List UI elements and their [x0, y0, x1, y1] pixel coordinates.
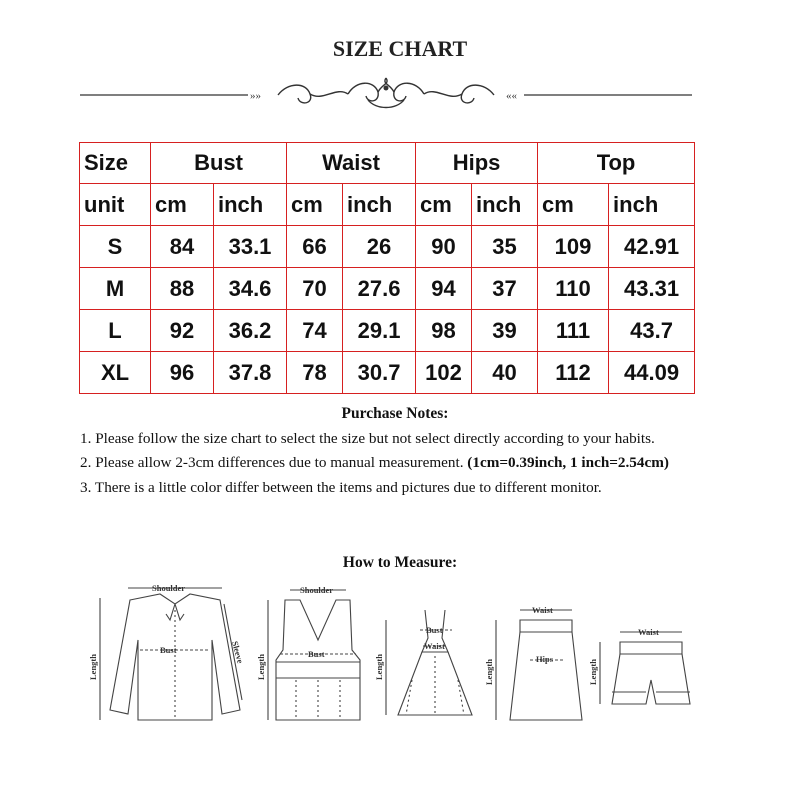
- value-cell: 27.6: [343, 268, 416, 310]
- measurement-illustrations: [90, 580, 730, 740]
- purchase-notes-heading: Purchase Notes:: [341, 405, 449, 422]
- svg-text:««: ««: [506, 90, 517, 102]
- note-2-conversion: (1cm=0.39inch, 1 inch=2.54cm): [467, 454, 669, 471]
- table-row: [80, 310, 695, 352]
- label-bust-tank: Bust: [308, 649, 325, 659]
- size-cell: M: [80, 268, 151, 310]
- label-length: Length: [88, 654, 98, 680]
- value-cell: 110: [538, 268, 609, 310]
- label-length-shorts: Length: [588, 659, 598, 685]
- value-cell: 26: [343, 226, 416, 268]
- value-cell: 35: [472, 226, 538, 268]
- header-size: Size: [80, 143, 151, 184]
- skirt-illustration: [496, 610, 582, 720]
- table-header-row: [80, 143, 695, 184]
- value-cell: 43.31: [609, 268, 695, 310]
- unit-cell: inch: [472, 184, 538, 226]
- label-sleeve: Sleeve: [230, 639, 246, 665]
- value-cell: 42.91: [609, 226, 695, 268]
- value-cell: 112: [538, 352, 609, 394]
- unit-cell: cm: [151, 184, 214, 226]
- value-cell: 88: [151, 268, 214, 310]
- label-waist-shorts: Waist: [638, 627, 659, 637]
- value-cell: 74: [287, 310, 343, 352]
- value-cell: 92: [151, 310, 214, 352]
- page-title: SIZE CHART: [332, 36, 468, 61]
- value-cell: 90: [416, 226, 472, 268]
- unit-cell: unit: [80, 184, 151, 226]
- note-2-text: 2. Please allow 2-3cm differences due to manual measurement.: [80, 454, 468, 471]
- value-cell: 44.09: [609, 352, 695, 394]
- shorts-illustration: [600, 632, 690, 704]
- label-length-tank: Length: [256, 654, 266, 680]
- label-length-skirt: Length: [484, 659, 494, 685]
- header-top: Top: [538, 143, 695, 184]
- table-row: [80, 268, 695, 310]
- note-1: 1. Please follow the size chart to select the size but not select directly according to your habits.: [80, 429, 655, 447]
- value-cell: 70: [287, 268, 343, 310]
- size-cell: XL: [80, 352, 151, 394]
- note-2: [80, 451, 720, 476]
- purchase-notes: [80, 402, 720, 500]
- svg-text:»»: »»: [250, 90, 261, 102]
- unit-cell: inch: [214, 184, 287, 226]
- label-shoulder: Shoulder: [152, 583, 186, 593]
- header-hips: Hips: [416, 143, 538, 184]
- table-row: [80, 352, 695, 394]
- value-cell: 30.7: [343, 352, 416, 394]
- value-cell: 43.7: [609, 310, 695, 352]
- value-cell: 29.1: [343, 310, 416, 352]
- label-bust: Bust: [160, 645, 177, 655]
- size-chart-table: [79, 142, 695, 394]
- unit-cell: cm: [538, 184, 609, 226]
- label-shoulder-tank: Shoulder: [300, 585, 334, 595]
- value-cell: 39: [472, 310, 538, 352]
- value-cell: 37.8: [214, 352, 287, 394]
- value-cell: 98: [416, 310, 472, 352]
- unit-cell: inch: [609, 184, 695, 226]
- ornament-divider: [78, 74, 694, 116]
- value-cell: 111: [538, 310, 609, 352]
- value-cell: 40: [472, 352, 538, 394]
- label-waist-dress: Waist: [424, 641, 445, 651]
- size-cell: S: [80, 226, 151, 268]
- unit-cell: cm: [416, 184, 472, 226]
- table-unit-row: [80, 184, 695, 226]
- value-cell: 78: [287, 352, 343, 394]
- how-to-measure-heading: How to Measure:: [342, 554, 458, 571]
- label-length-dress: Length: [374, 654, 384, 680]
- size-cell: L: [80, 310, 151, 352]
- value-cell: 84: [151, 226, 214, 268]
- value-cell: 33.1: [214, 226, 287, 268]
- header-waist: Waist: [287, 143, 416, 184]
- label-waist-skirt: Waist: [532, 605, 553, 615]
- label-hips-skirt: Hips: [536, 654, 554, 664]
- header-bust: Bust: [151, 143, 287, 184]
- value-cell: 36.2: [214, 310, 287, 352]
- value-cell: 94: [416, 268, 472, 310]
- unit-cell: cm: [287, 184, 343, 226]
- note-3: 3. There is a little color differ between the items and pictures due to different monitor.: [80, 478, 602, 496]
- value-cell: 102: [416, 352, 472, 394]
- unit-cell: inch: [343, 184, 416, 226]
- value-cell: 34.6: [214, 268, 287, 310]
- table-row: [80, 226, 695, 268]
- value-cell: 96: [151, 352, 214, 394]
- value-cell: 37: [472, 268, 538, 310]
- value-cell: 66: [287, 226, 343, 268]
- label-bust-dress: Bust: [426, 625, 443, 635]
- value-cell: 109: [538, 226, 609, 268]
